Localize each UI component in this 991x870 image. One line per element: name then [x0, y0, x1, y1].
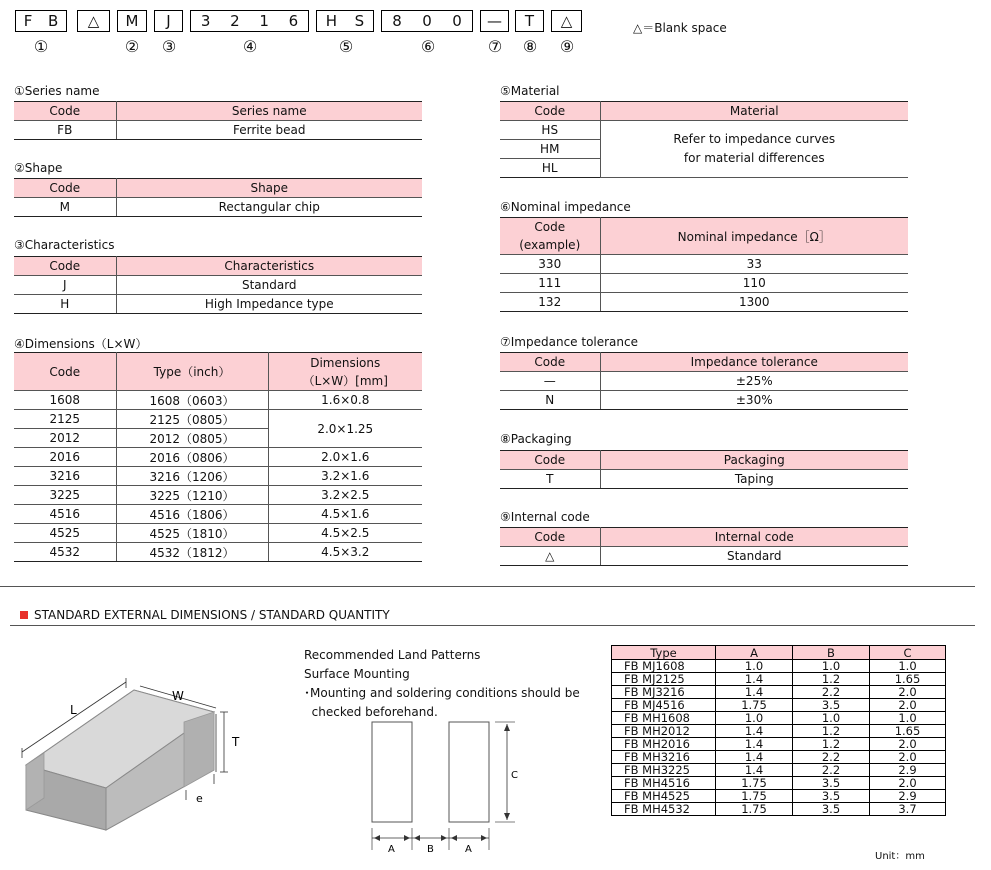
characteristics-header-char: Characteristics	[116, 257, 422, 276]
standard-section-title: STANDARD EXTERNAL DIMENSIONS / STANDARD QUANTITY	[20, 608, 390, 622]
table-row	[612, 712, 946, 725]
dim-cell-value: 2.2	[793, 751, 870, 764]
dim-cell-value: 1.4	[716, 738, 793, 751]
dim-cell-value: 2.0	[870, 738, 946, 751]
chip-label-t: T	[232, 735, 240, 749]
table-row	[612, 803, 946, 816]
table-row: HL	[500, 159, 908, 178]
dim-cell-value: 1.75	[716, 699, 793, 712]
tolerance-title: ⑦Impedance tolerance	[500, 335, 638, 349]
land-pattern-notes	[304, 646, 580, 722]
table-row: HS Refer to impedance curves for material differences	[500, 121, 908, 140]
dim-cell-value: 3.5	[793, 777, 870, 790]
dim-cell-value: 1.0	[870, 660, 946, 673]
pn-number-9: ⑨	[559, 37, 575, 56]
dim-cell-value: 1.4	[716, 686, 793, 699]
nominal-title: ⑥Nominal impedance	[500, 200, 631, 214]
table-row	[612, 673, 946, 686]
chip-label-w: W	[172, 689, 184, 703]
material-note: Refer to impedance curves for material differences	[600, 121, 908, 178]
series-table	[14, 101, 422, 140]
dim-cell-value: 1.4	[716, 751, 793, 764]
pn-box-material: H S	[316, 10, 374, 32]
dim-cell-value: 1.0	[716, 660, 793, 673]
dim-cell-type: FB MJ3216	[612, 686, 716, 699]
dim-header-c: C	[870, 646, 946, 660]
unit-label: Unit：mm	[875, 851, 925, 862]
dim-cell-value: 2.0	[870, 751, 946, 764]
dim-cell-value: 1.75	[716, 777, 793, 790]
internal-header-code: Code	[500, 528, 600, 547]
table-row: 132 1300	[500, 293, 908, 312]
tolerance-header-tol: Impedance tolerance	[600, 353, 908, 372]
dim-cell-value: 1.2	[793, 673, 870, 686]
dim-cell-value: 1.4	[716, 725, 793, 738]
dim-cell-type: FB MH2012	[612, 725, 716, 738]
dim-header-a: A	[716, 646, 793, 660]
dim-cell-value: 3.7	[870, 803, 946, 816]
material-title: ⑤Material	[500, 84, 560, 98]
table-row	[612, 764, 946, 777]
pn-box-impedance: 8 0 0	[381, 10, 473, 32]
pn-number-5: ⑤	[338, 37, 354, 56]
tolerance-table	[500, 352, 908, 410]
pn-box-series: F B	[15, 10, 67, 32]
dim-cell-type: FB MH4532	[612, 803, 716, 816]
land-pattern-subheading: Surface Mounting	[304, 667, 410, 681]
dim-header-b: B	[793, 646, 870, 660]
tolerance-header-code: Code	[500, 353, 600, 372]
shape-header-code: Code	[14, 179, 116, 198]
series-title: ①Series name	[14, 84, 100, 98]
dimensions-header-code: Code	[14, 353, 116, 391]
chip-illustration	[14, 660, 274, 840]
dim-cell-value: 1.0	[716, 712, 793, 725]
dim-cell-type: FB MH3225	[612, 764, 716, 777]
dim-cell-type: FB MJ1608	[612, 660, 716, 673]
dim-cell-value: 1.2	[793, 725, 870, 738]
dim-table-body	[612, 660, 946, 816]
table-row: FB Ferrite bead	[14, 121, 422, 140]
dimensions-header-type: Type（inch）	[116, 353, 268, 391]
red-square-icon	[20, 611, 28, 619]
table-row: 3225 3225（1210） 3.2×2.5	[14, 486, 422, 505]
dim-cell-value: 1.4	[716, 764, 793, 777]
pn-number-4: ④	[242, 37, 258, 56]
shape-table	[14, 178, 422, 217]
dim-cell-value: 1.75	[716, 790, 793, 803]
pn-box-packaging: T	[515, 10, 544, 32]
pn-box-blank: △	[77, 10, 110, 32]
dim-cell-type: FB MH4525	[612, 790, 716, 803]
land-label-a1: A	[388, 844, 395, 855]
section-title-underline	[10, 625, 975, 626]
pn-box-shape: M	[117, 10, 147, 32]
dim-cell-type: FB MH2016	[612, 738, 716, 751]
characteristics-header-code: Code	[14, 257, 116, 276]
table-row: △ Standard	[500, 547, 908, 566]
dim-cell-value: 3.5	[793, 790, 870, 803]
dim-cell-value: 1.4	[716, 673, 793, 686]
table-row: T Taping	[500, 470, 908, 489]
material-header-material: Material	[600, 102, 908, 121]
dim-cell-value: 1.0	[793, 712, 870, 725]
material-header-code: Code	[500, 102, 600, 121]
pn-number-3: ③	[161, 37, 177, 56]
dimensions-table	[14, 352, 422, 562]
table-row: 4532 4532（1812） 4.5×3.2	[14, 543, 422, 562]
dim-cell-value: 2.0	[870, 777, 946, 790]
dim-cell-type: FB MH3216	[612, 751, 716, 764]
section-divider	[0, 586, 975, 587]
table-row: 2012 2012（0805）	[14, 429, 422, 448]
packaging-title: ⑧Packaging	[500, 432, 572, 446]
table-row	[612, 751, 946, 764]
characteristics-table	[14, 256, 422, 314]
packaging-table	[500, 450, 908, 489]
land-pattern-heading: Recommended Land Patterns	[304, 648, 481, 662]
material-table	[500, 101, 908, 178]
dim-cell-value: 2.2	[793, 764, 870, 777]
characteristics-title: ③Characteristics	[14, 238, 115, 252]
dim-cell-type: FB MJ4516	[612, 699, 716, 712]
dim-cell-type: FB MJ2125	[612, 673, 716, 686]
land-label-b: B	[427, 844, 434, 855]
table-row: 111 110	[500, 274, 908, 293]
pn-number-8: ⑧	[522, 37, 538, 56]
pn-box-tolerance: —	[480, 10, 509, 32]
packaging-header-pack: Packaging	[600, 451, 908, 470]
dim-cell-value: 2.9	[870, 790, 946, 803]
dim-cell-value: 3.5	[793, 699, 870, 712]
table-row: HM	[500, 140, 908, 159]
table-row: 2016 2016（0806） 2.0×1.6	[14, 448, 422, 467]
table-row: 4525 4525（1810） 4.5×2.5	[14, 524, 422, 543]
table-row: — ±25%	[500, 372, 908, 391]
dim-cell-type: FB MH4516	[612, 777, 716, 790]
table-row	[612, 660, 946, 673]
dim-cell-value: 1.65	[870, 725, 946, 738]
pn-box-internal: △	[551, 10, 582, 32]
pn-box-characteristics: J	[154, 10, 183, 32]
land-label-a2: A	[465, 844, 472, 855]
dim-cell-value: 3.5	[793, 803, 870, 816]
shape-header-shape: Shape	[116, 179, 422, 198]
dimensions-title: ④Dimensions（L×W）	[14, 337, 148, 351]
pn-number-1: ①	[33, 37, 49, 56]
dim-cell-value: 2.2	[793, 686, 870, 699]
nominal-header-impedance: Nominal impedance［Ω］	[600, 218, 908, 255]
land-pattern-note-cont: checked beforehand.	[304, 705, 438, 719]
table-row: 4516 4516（1806） 4.5×1.6	[14, 505, 422, 524]
internal-table	[500, 527, 908, 566]
series-header-code: Code	[14, 102, 116, 121]
table-row: 3216 3216（1206） 3.2×1.6	[14, 467, 422, 486]
dim-cell-value: 1.0	[870, 712, 946, 725]
table-row: 330 33	[500, 255, 908, 274]
internal-header-code-name: Internal code	[600, 528, 908, 547]
land-pattern-diagram	[365, 716, 535, 858]
dim-cell-value: 2.9	[870, 764, 946, 777]
dim-cell-type: FB MH1608	[612, 712, 716, 725]
table-row	[612, 790, 946, 803]
chip-label-l: L	[70, 703, 77, 717]
table-row: N ±30%	[500, 391, 908, 410]
table-row: 1608 1608（0603） 1.6×0.8	[14, 391, 422, 410]
table-row: M Rectangular chip	[14, 198, 422, 217]
dimensions-header-dims: Dimensions （L×W）[mm]	[268, 353, 422, 391]
pn-number-6: ⑥	[420, 37, 436, 56]
table-row: H High Impedance type	[14, 295, 422, 314]
dim-cell-value: 2.0	[870, 686, 946, 699]
table-row	[612, 777, 946, 790]
table-row	[612, 725, 946, 738]
pn-number-2: ②	[124, 37, 140, 56]
dim-cell-value: 1.75	[716, 803, 793, 816]
dim-cell-value: 1.0	[793, 660, 870, 673]
pn-number-7: ⑦	[487, 37, 503, 56]
nominal-table	[500, 217, 908, 312]
table-row: J Standard	[14, 276, 422, 295]
dim-cell-value: 2.0	[870, 699, 946, 712]
shape-title: ②Shape	[14, 161, 63, 175]
blank-space-note: △＝Blank space	[633, 21, 727, 35]
packaging-header-code: Code	[500, 451, 600, 470]
nominal-header-code: Code (example)	[500, 218, 600, 255]
internal-title: ⑨Internal code	[500, 510, 590, 524]
table-row: 2125 2125（0805） 2.0×1.25	[14, 410, 422, 429]
land-pattern-note: ･Mounting and soldering conditions should be	[304, 686, 580, 700]
land-dimension-table	[611, 645, 946, 816]
table-row	[612, 686, 946, 699]
table-row	[612, 699, 946, 712]
dim-header-type: Type	[612, 646, 716, 660]
table-row	[612, 738, 946, 751]
chip-label-e: e	[196, 792, 203, 805]
dim-cell-value: 1.65	[870, 673, 946, 686]
series-header-name: Series name	[116, 102, 422, 121]
land-label-c: C	[511, 770, 518, 781]
dim-cell-value: 1.2	[793, 738, 870, 751]
pn-box-dimensions: 3 2 1 6	[190, 10, 309, 32]
